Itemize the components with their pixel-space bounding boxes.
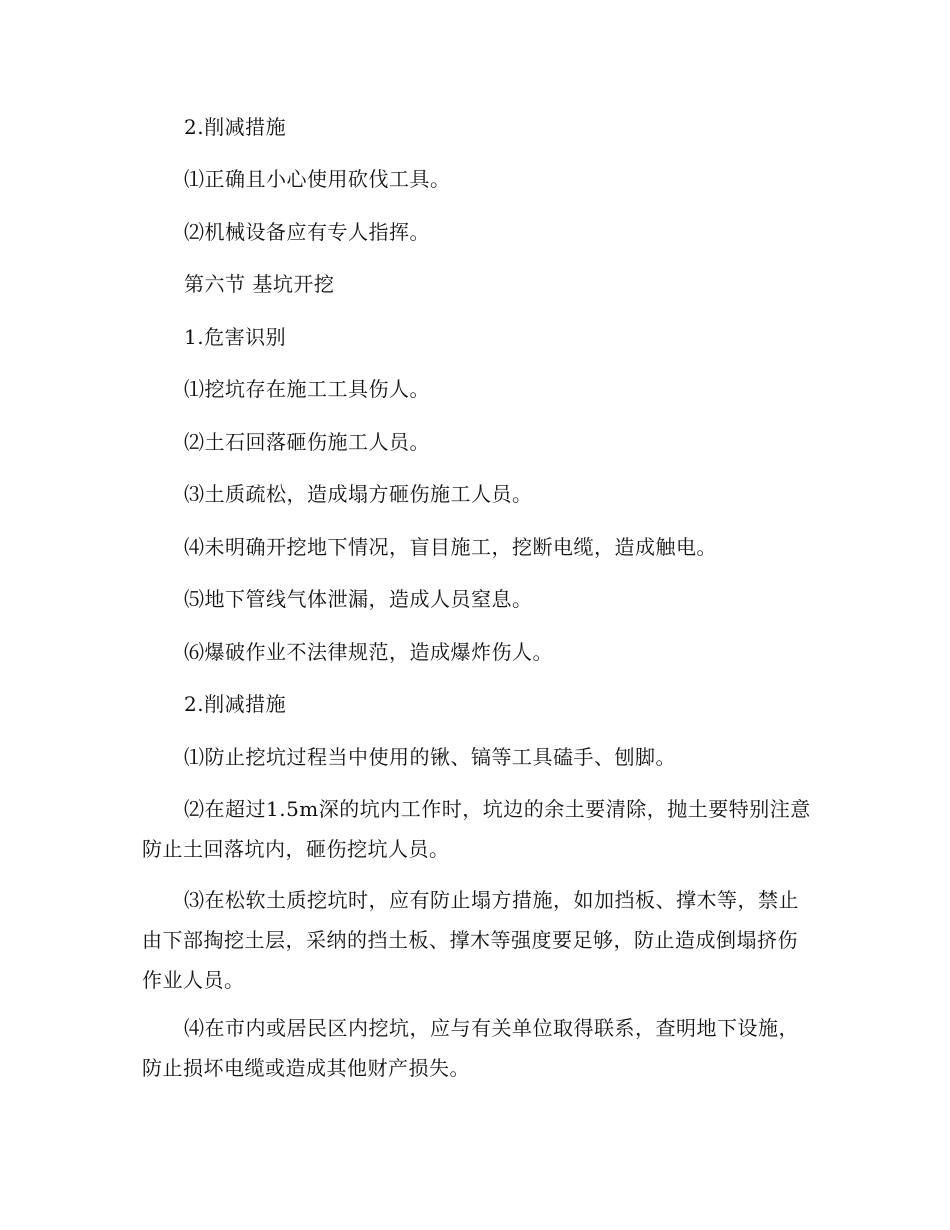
- paragraph-item: ⑸地下管线气体泄漏，造成人员窒息。: [184, 587, 533, 611]
- paragraph-item: ⑵在超过1.5m深的坑内工作时，坑边的余土要清除，抛土要特别注意防止土回落坑内，砸伤挖坑人员。: [142, 797, 811, 861]
- paragraph-item: ⑴正确且小心使用砍伐工具。: [184, 167, 451, 191]
- paragraph-heading-mitigation: 2.削减措施: [184, 115, 287, 139]
- paragraph-item: ⑵机械设备应有专人指挥。: [184, 220, 430, 244]
- paragraph-item: ⑵土石回落砸伤施工人员。: [184, 430, 430, 454]
- paragraph-heading-mitigation: 2.削减措施: [184, 692, 287, 716]
- paragraph-item: ⑴挖坑存在施工工具伤人。: [184, 377, 430, 401]
- paragraph-item: ⑶在松软土质挖坑时，应有防止塌方措施，如加挡板、撑木等，禁止由下部掏挖土层，采纳的挡土板、撑木等强度要足够，防止造成倒塌挤伤作业人员。: [142, 888, 799, 992]
- paragraph-item: ⑶土质疏松，造成塌方砸伤施工人员。: [184, 482, 533, 506]
- paragraph-item: ⑷未明确开挖地下情况，盲目施工，挖断电缆，造成触电。: [184, 535, 717, 559]
- paragraph-item: ⑷在市内或居民区内挖坑，应与有关单位取得联系，查明地下设施，防止损坏电缆或造成其他财产损失。: [142, 1016, 799, 1080]
- paragraph-heading-hazard: 1.危害识别: [184, 325, 287, 349]
- paragraph-item: ⑴防止挖坑过程当中使用的锹、镐等工具磕手、刨脚。: [184, 745, 676, 769]
- section-heading: 第六节 基坑开挖: [184, 272, 335, 296]
- paragraph-item: ⑹爆破作业不法律规范，造成爆炸伤人。: [184, 640, 553, 664]
